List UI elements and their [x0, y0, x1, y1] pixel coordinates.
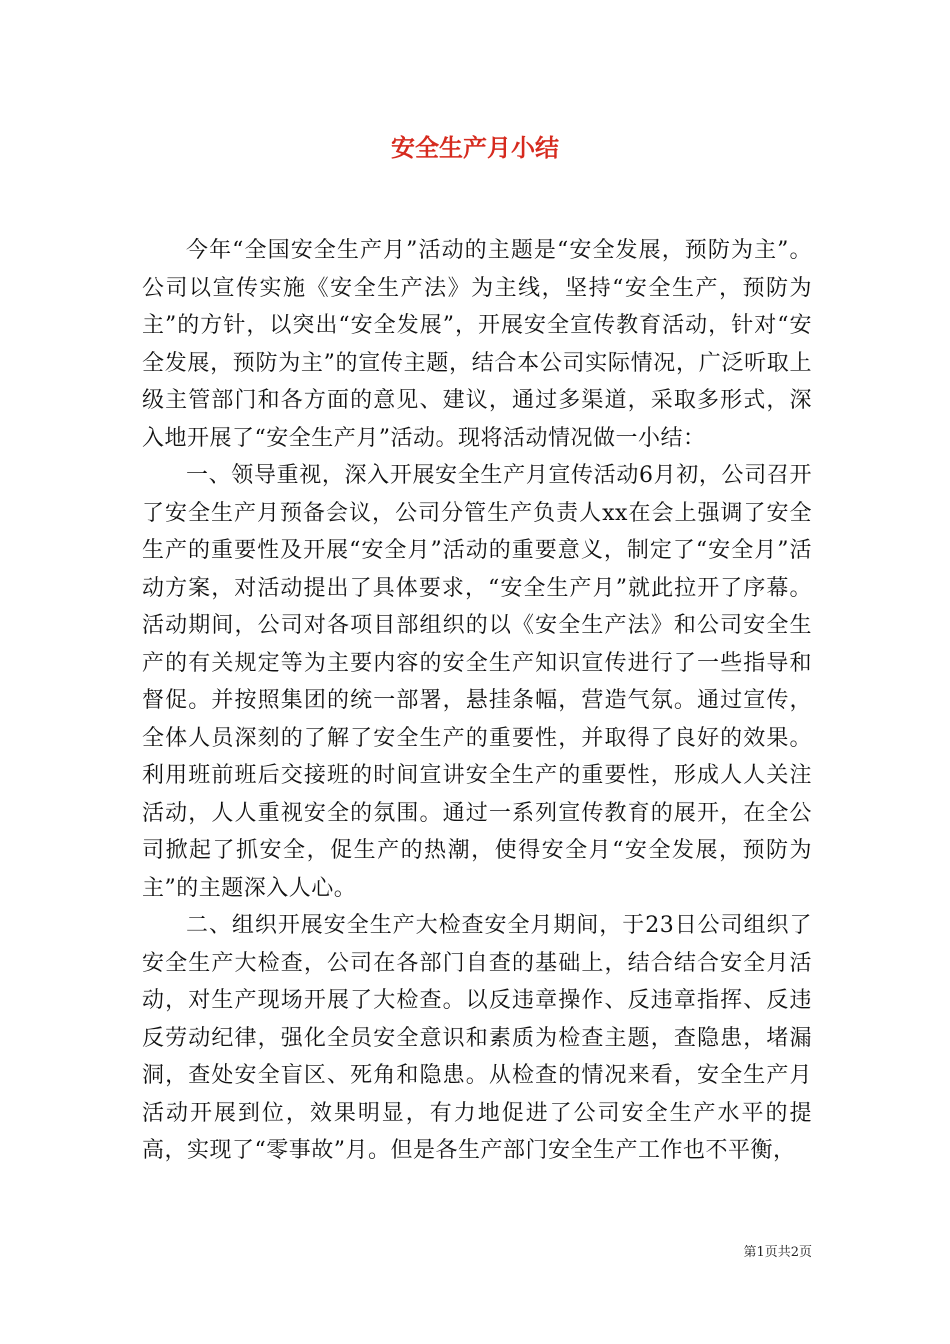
paragraph-intro: 今年“全国安全生产月”活动的主题是“安全发展，预防为主”。公司以宣传实施《安全生产法》为主线，坚持“安全生产，预防为主”的方针，以突出“安全发展”，开展安全宣传教育活动，针对“安全发展，预防为主”的宣传主题，结合本公司实际情况，广泛听取上级主管部门和各方面的意见、建议，通过多渠道，采取多形式，深入地开展了“安全生产月”活动。现将活动情况做一小结：	[142, 238, 812, 451]
page-number: 第1页共2页	[743, 1245, 812, 1260]
paragraph-section-one: 一、领导重视，深入开展安全生产月宣传活动6月初，公司召开了安全生产月预备会议，公司分管生产负责人xx在会上强调了安全生产的重要性及开展“安全月”活动的重要意义，制定了“安全月”活动方案，对活动提出了具体要求，“安全生产月”就此拉开了序幕。活动期间，公司对各项目部组织的以《安全生产法》和公司安全生产的有关规定等为主要内容的安全生产知识宣传进行了一些指导和督促。并按照集团的统一部署，悬挂条幅，营造气氛。通过宣传，全体人员深刻的了解了安全生产的重要性，并取得了良好的效果。利用班前班后交接班的时间宣讲安全生产的重要性，形成人人关注活动，人人重视安全的氛围。通过一系列宣传教育的展开，在全公司掀起了抓安全，促生产的热潮，使得安全月“安全发展，预防为主”的主题深入人心。	[142, 463, 812, 901]
paragraph-section-two: 二、组织开展安全生产大检查安全月期间，于23日公司组织了安全生产大检查，公司在各部门自查的基础上，结合结合安全月活动，对生产现场开展了大检查。以反违章操作、反违章指挥、反违反劳动纪律，强化全员安全意识和素质为检查主题，查隐患，堵漏洞，查处安全盲区、死角和隐患。从检查的情况来看，安全生产月活动开展到位，效果明显，有力地促进了公司安全生产水平的提高，实现了“零事故”月。但是各生产部门安全生产工作也不平衡，	[142, 913, 812, 1163]
document-title: 安全生产月小结	[391, 133, 559, 162]
document-body	[142, 232, 812, 1170]
